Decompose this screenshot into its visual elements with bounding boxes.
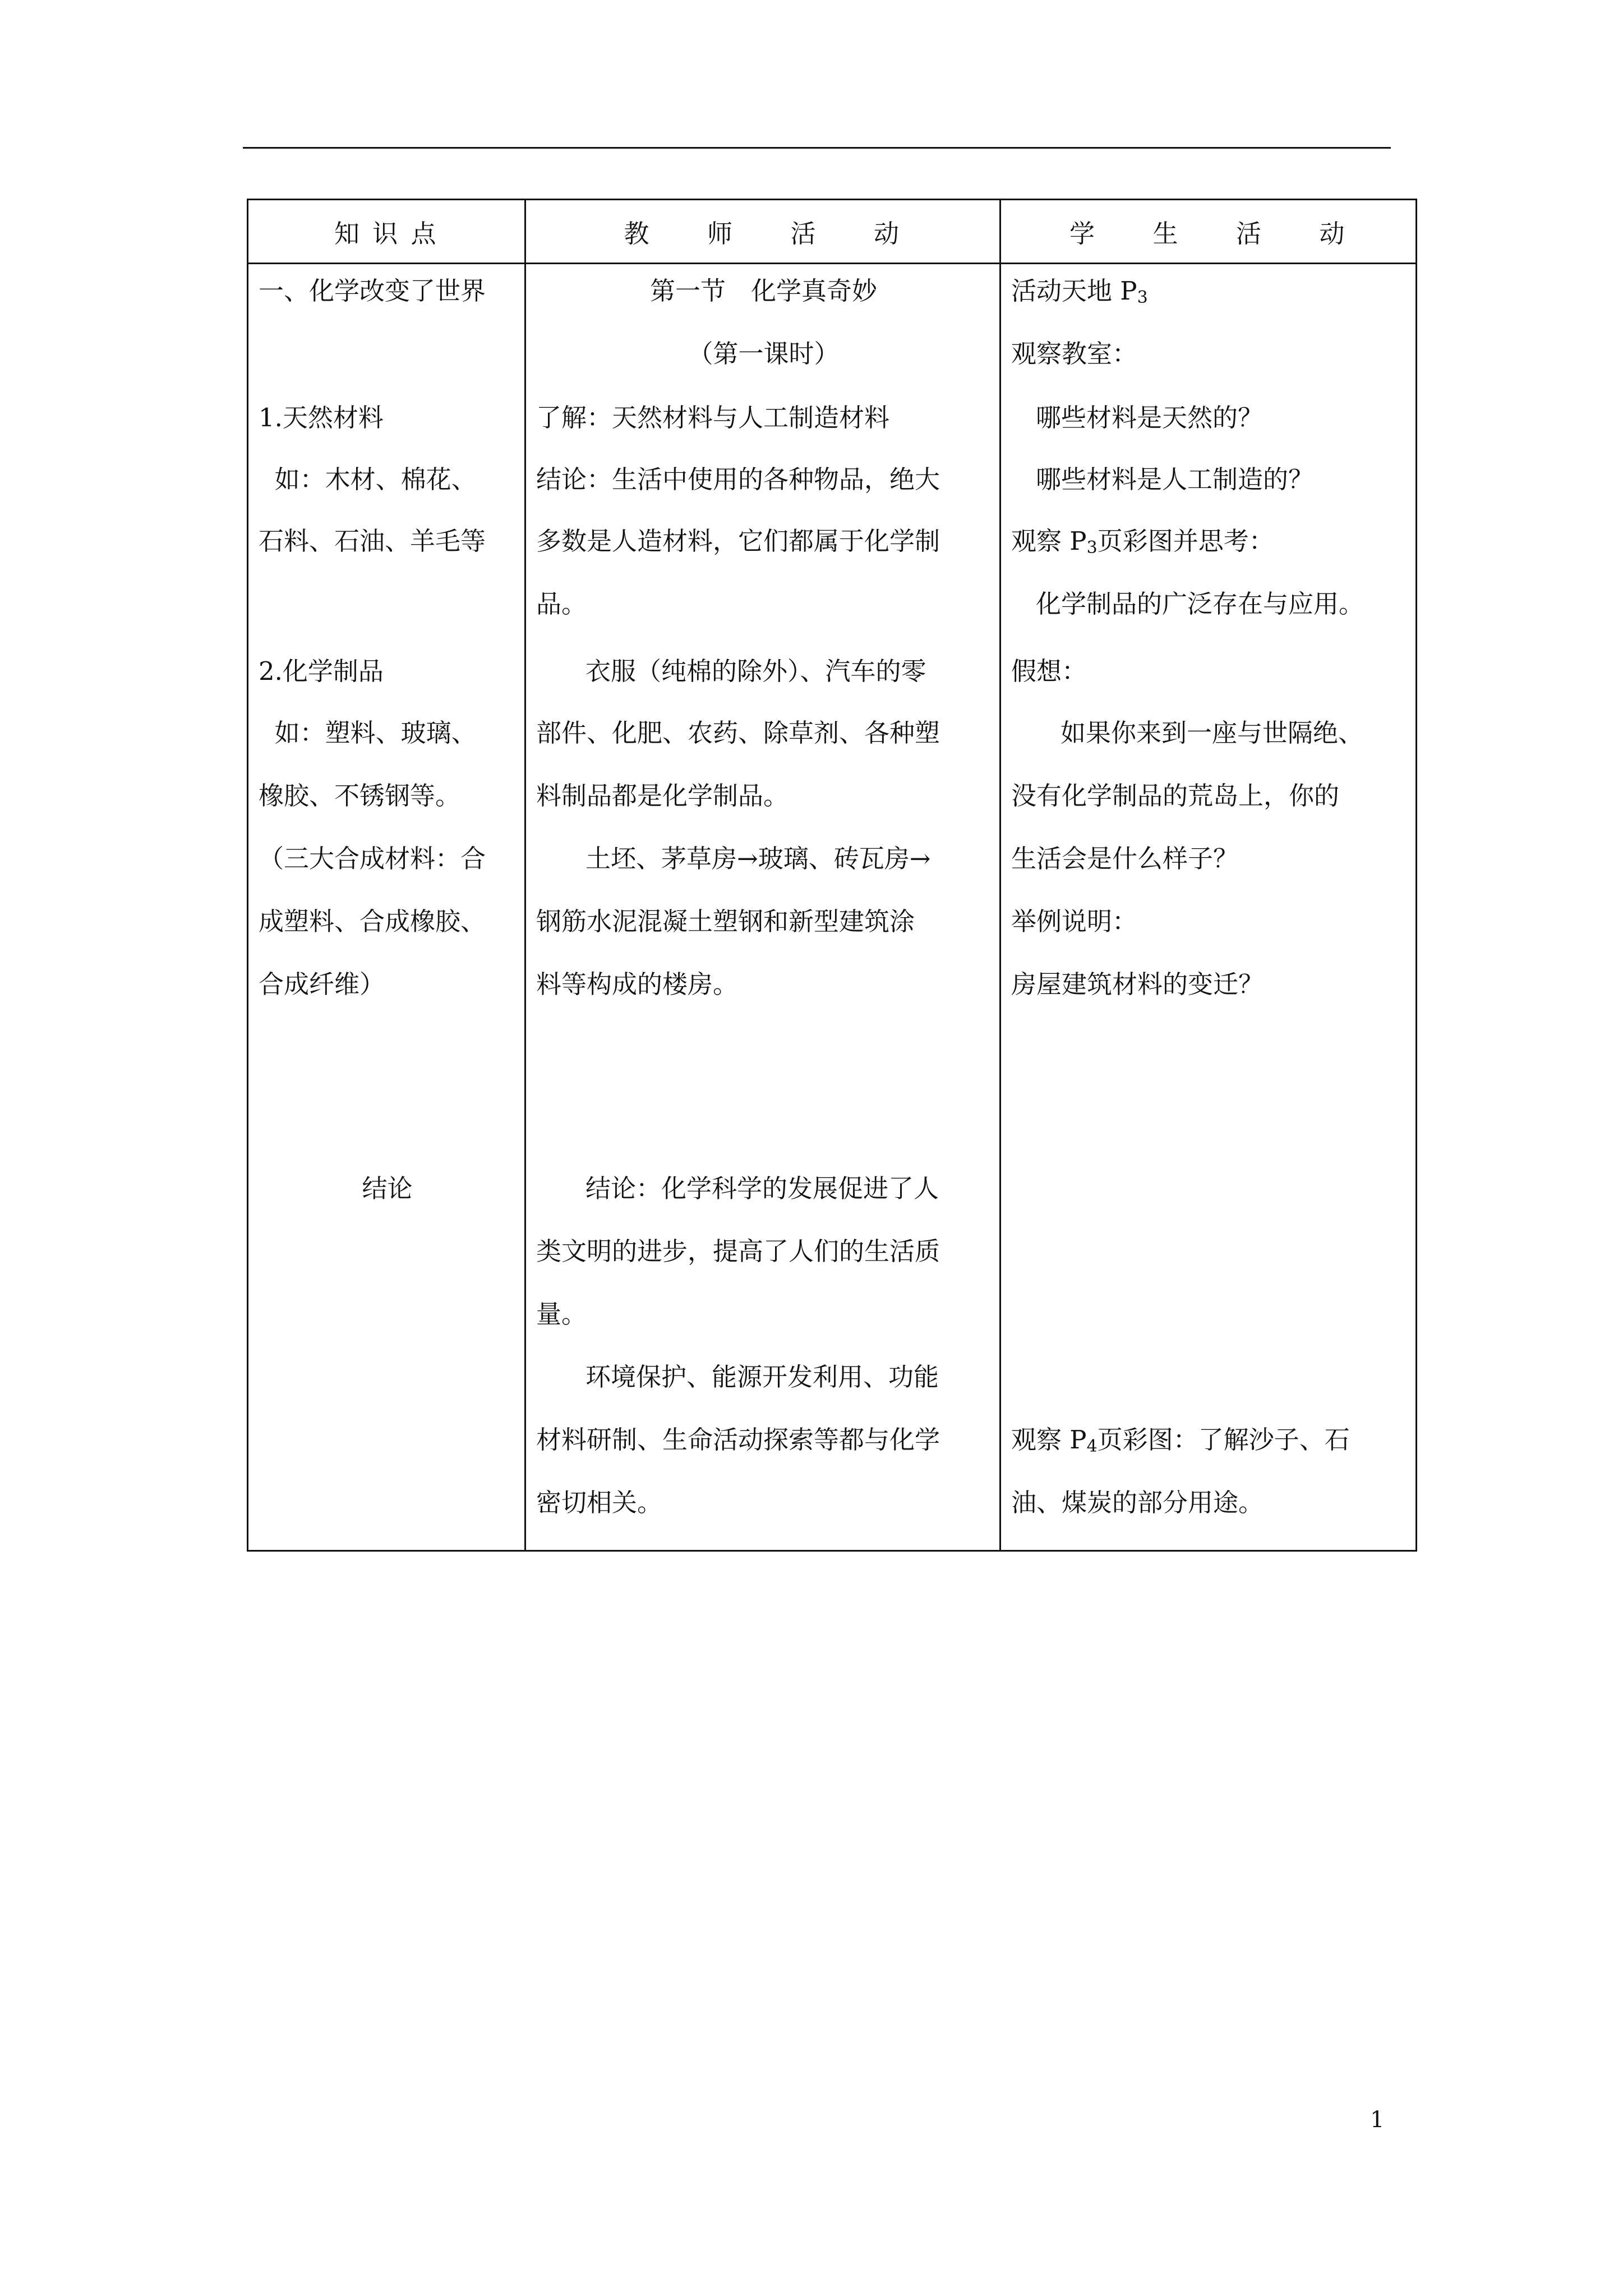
sa-line: 举例说明： <box>1011 907 1138 936</box>
ta-line: 衣服（纯棉的除外）、汽车的零 <box>585 656 926 686</box>
sa-line <box>1011 1424 1350 1456</box>
kp-conclusion: 结论 <box>362 1174 413 1203</box>
student-activity-cell <box>1000 264 1417 1551</box>
sa-line: 假想： <box>1011 656 1087 686</box>
sa-line: 没有化学制品的荒岛上，你的 <box>1011 781 1340 811</box>
ta-line: 钢筋水泥混凝土塑钢和新型建筑涂 <box>536 907 915 936</box>
header-knowledge-point: 知 识 点 <box>248 200 525 264</box>
kp-line: （三大合成材料：合 <box>259 844 486 873</box>
header-rule <box>243 147 1391 149</box>
kp-line: 如：塑料、玻璃、 <box>259 718 477 748</box>
ta-line: 结论：化学科学的发展促进了人 <box>585 1174 939 1203</box>
sa-line: 生活会是什么样子？ <box>1011 844 1239 873</box>
kp-line: 一、化学改变了世界 <box>259 276 486 306</box>
ta-line: 量。 <box>536 1299 587 1329</box>
kp-line: 合成纤维） <box>259 969 385 999</box>
teacher-activity-cell <box>525 264 1000 1551</box>
header-teacher-activity: 教 师 活 动 <box>525 200 1000 264</box>
sa-line <box>1011 526 1274 557</box>
ta-line: 了解：天然材料与人工制造材料 <box>536 403 890 432</box>
ta-line: 材料研制、生命活动探索等都与化学 <box>536 1425 940 1455</box>
sa-text: 活动天地 P <box>1011 276 1137 306</box>
ta-line: 结论：生活中使用的各种物品，绝大 <box>536 464 940 494</box>
ta-line: 品。 <box>536 589 587 619</box>
kp-line: 2.化学制品 <box>259 656 384 686</box>
table-header-row <box>248 200 1417 264</box>
sa-line: 如果你来到一座与世隔绝、 <box>1061 718 1364 748</box>
table-body-row <box>248 264 1417 1551</box>
kp-line: 石料、石油、羊毛等 <box>259 526 486 556</box>
section-title: 第一节 化学真奇妙 <box>649 276 877 306</box>
sa-line <box>1011 275 1148 307</box>
subscript: 4 <box>1086 1437 1098 1456</box>
lesson-period: （第一课时） <box>688 339 840 369</box>
ta-line: 类文明的进步，提高了人们的生活质 <box>536 1236 940 1266</box>
page-number: 1 <box>1370 2107 1385 2133</box>
sa-line: 观察教室： <box>1011 339 1138 369</box>
sa-line: 哪些材料是天然的？ <box>1036 403 1264 432</box>
kp-line: 1.天然材料 <box>259 403 384 432</box>
sa-text: 观察 P <box>1011 526 1087 556</box>
sa-line: 哪些材料是人工制造的？ <box>1036 464 1314 494</box>
sa-text: 页彩图：了解沙子、石 <box>1097 1425 1350 1455</box>
sa-line: 化学制品的广泛存在与应用。 <box>1036 589 1364 619</box>
ta-line: 环境保护、能源开发利用、功能 <box>585 1362 939 1392</box>
subscript: 3 <box>1086 538 1098 558</box>
subscript: 3 <box>1137 288 1148 307</box>
ta-line: 部件、化肥、农药、除草剂、各种塑 <box>536 718 940 748</box>
lesson-plan-table <box>247 199 1417 1552</box>
ta-line: 土坯、茅草房→玻璃、砖瓦房→ <box>585 844 931 873</box>
ta-line: 多数是人造材料，它们都属于化学制 <box>536 526 940 556</box>
sa-line: 房屋建筑材料的变迁？ <box>1011 969 1264 999</box>
sa-text: 页彩图并思考： <box>1097 526 1274 556</box>
ta-line: 密切相关。 <box>536 1488 663 1517</box>
kp-line: 如：木材、棉花、 <box>259 464 477 494</box>
sa-text: 观察 P <box>1011 1425 1087 1455</box>
ta-line: 料等构成的楼房。 <box>536 969 739 999</box>
sa-line: 油、煤炭的部分用途。 <box>1011 1488 1264 1517</box>
knowledge-point-cell <box>248 264 525 1551</box>
kp-line: 成塑料、合成橡胶、 <box>259 907 486 936</box>
kp-line: 橡胶、不锈钢等。 <box>259 781 461 811</box>
header-student-activity: 学 生 活 动 <box>1000 200 1417 264</box>
ta-line: 料制品都是化学制品。 <box>536 781 789 811</box>
